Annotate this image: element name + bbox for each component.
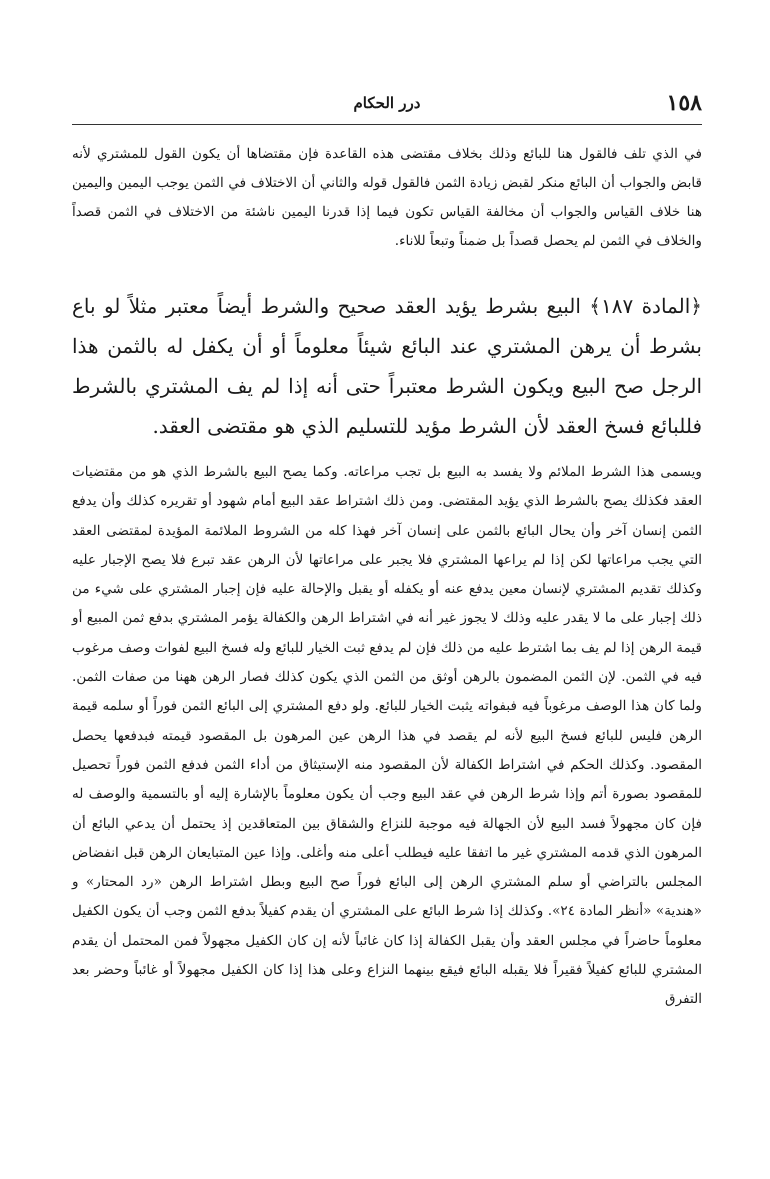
paragraph-3: ويسمى هذا الشرط الملائم ولا يفسد به البيع بل تجب مراعاته. وكما يصح البيع بالشرط الذي هو من مقتضيات العقد فكذلك يصح بالشرط الذي يؤيد المقتضى. ومن ذلك اشتراط عقد البيع أمام شهود أو تقريره كذلك وأن يدفع الثمن إنسان آخر وأن يحال البائع بالثمن على إنسان آخر فهذا كله من الشروط الملائمة المؤيدة لمقتضى العقد التي يجب مراعاتها لكن إذا لم يراعها المشتري فلا يجبر على مراعاتها لأن الرهن عقد تبرع فلا يصح الإجبار عليه وكذلك تقديم المشتري لإنسان معين يدفع عنه أو يكفله أو يقبل والإحالة عليه فإن إجبار المشتري على شيء من ذلك إجبار على ما لا يقدر عليه وذلك لا يجوز غير أنه في اشتراط الرهن والكفالة يؤمر المشتري بدفع ثمن المبيع أو قيمة الرهن إذا لم يف بما اشترط عليه من ذلك فإن لم يدفع ثبت الخيار للبائع وله فسخ البيع لفوات وصف مرغوب فيه في الثمن. لإن الثمن المضمون بالرهن أوثق من الثمن الذي يكون كذلك فصار الرهن ههنا من صفات الثمن. ولما كان هذا الوصف مرغوباً فيه فبفواته يثبت الخيار للبائع. ولو دفع المشتري إلى البائع الثمن فوراً أو سلمه قيمة الرهن فليس للبائع فسخ البيع لأنه لم يقصد في هذا الرهن عين المرهون بل المقصود قيمته فبدفعها يحصل المقصود. وكذلك الحكم في اشتراط الكفالة لأن المقصود منه الإستيثاق من أداء الثمن فدفع الثمن فوراً تحصيل للمقصود بصورة أتم وإذا شرط الرهن في عقد البيع وجب أن يكون معلوماً بالإشارة إليه أو بالتسمية والوصف له فإن كان مجهولاً فسد البيع لأن الجهالة فيه موجبة للنزاع والشقاق بين المتعاقدين إذ يحتمل أن يدعي البائع أن المرهون الذي قدمه المشتري غير ما اتفقا عليه فيطلب أعلى منه وأغلى. وإذا عين المتبايعان الرهن قبل انفضاض المجلس بالتراضي أو سلم المشتري الرهن إلى البائع فوراً صح البيع وبطل اشتراط الرهن «رد المحتار» و «هندية» «أنظر المادة ٢٤». وكذلك إذا شرط البائع على المشتري أن يقدم كفيلاً بدفع الثمن وجب أن يكون الكفيل معلوماً حاضراً في مجلس العقد وأن يقبل الكفالة إذا كان غائباً لأنه إن كان الكفيل مجهولاً فمن المحتمل أن يقدم المشتري للبائع كفيلاً فقيراً فلا يقبله البائع فيقع بينهما النزاع وعلى هذا إذا كان الكفيل مجهولاً أو غائباً وحضر بعد التفرق bbox=[72, 464, 703, 1008]
paragraph-1: في الذي تلف فالقول هنا للبائع وذلك بخلاف مقتضى هذه القاعدة فإن مقتضاها أن يكون القول للمشتري لأنه قابض والجواب أن البائع منكر لقبض زيادة الثمن فالقول قوله والثاني أن الاختلاف في الثمن يوجب اليمين واليمين هنا خلاف القياس والجواب أن مخالفة القياس تكون فيما إذا قدرنا اليمين ناشئة من الاختلاف في الثمن قصداً والخلاف في الثمن لم يحصل قصداً بل ضمناً وتبعاً للاناء. bbox=[72, 146, 702, 249]
book-title: درر الحكام bbox=[353, 94, 421, 112]
header-divider bbox=[72, 124, 702, 125]
article-187 bbox=[72, 286, 702, 446]
article-text: البيع بشرط يؤيد العقد صحيح والشرط أيضاً معتبر مثلاً لو باع بشرط أن يرهن المشتري عند البائع شيئاً معلوماً أو أن يكفل له بالثمن هذا الرجل صح البيع ويكون الشرط معتبراً حتى أنه إذا لم يف المشتري بالشرط فللبائع فسخ العقد لأن الشرط مؤيد للتسليم الذي هو مقتضى العقد. bbox=[72, 294, 702, 438]
page-number: ١٥٨ bbox=[666, 90, 702, 116]
page-header bbox=[72, 88, 702, 120]
article-number: ﴿المادة ١٨٧﴾ bbox=[589, 294, 702, 318]
